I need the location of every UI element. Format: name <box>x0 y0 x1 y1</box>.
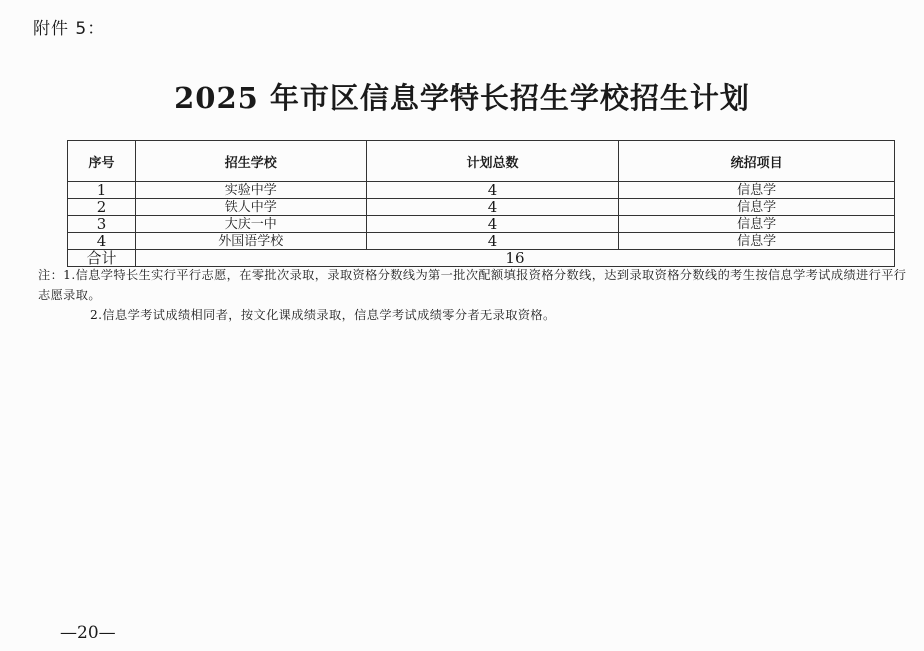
header-total: 计划总数 <box>366 141 619 182</box>
table-total-row <box>68 250 895 267</box>
row-no: 4 <box>68 233 136 250</box>
page-title: 2025 年市区信息学特长招生学校招生计划 <box>174 81 750 115</box>
attachment-label: 附件 5： <box>33 19 106 39</box>
row-total: 4 <box>366 199 619 216</box>
row-total: 4 <box>366 216 619 233</box>
row-school: 外国语学校 <box>135 233 366 250</box>
notes <box>38 265 918 325</box>
row-project: 信息学 <box>619 182 895 199</box>
table-row <box>68 216 895 233</box>
table-row <box>68 199 895 216</box>
note-1: 注：1.信息学特长生实行平行志愿，在零批次录取，录取资格分数线为第一批次配额填报资格分数线，达到录取资格分数线的考生按信息学考试成绩进行平行志愿录取。 <box>38 268 907 302</box>
row-no: 3 <box>68 216 136 233</box>
page-number: —20— <box>60 623 116 643</box>
row-project: 信息学 <box>619 199 895 216</box>
row-no: 2 <box>68 199 136 216</box>
row-no: 1 <box>68 182 136 199</box>
row-project: 信息学 <box>619 233 895 250</box>
table-row <box>68 182 895 199</box>
row-project: 信息学 <box>619 216 895 233</box>
table-row <box>68 233 895 250</box>
note-2: 2.信息学考试成绩相同者，按文化课成绩录取，信息学考试成绩零分者无录取资格。 <box>90 308 556 322</box>
table-header-row <box>68 141 895 182</box>
total-label: 合计 <box>68 250 136 267</box>
header-project: 统招项目 <box>619 141 895 182</box>
enrollment-plan-table <box>67 140 895 267</box>
row-school: 大庆一中 <box>135 216 366 233</box>
header-no: 序号 <box>68 141 136 182</box>
row-total: 4 <box>366 233 619 250</box>
header-school: 招生学校 <box>135 141 366 182</box>
total-value: 16 <box>135 250 894 267</box>
row-total: 4 <box>366 182 619 199</box>
row-school: 铁人中学 <box>135 199 366 216</box>
row-school: 实验中学 <box>135 182 366 199</box>
